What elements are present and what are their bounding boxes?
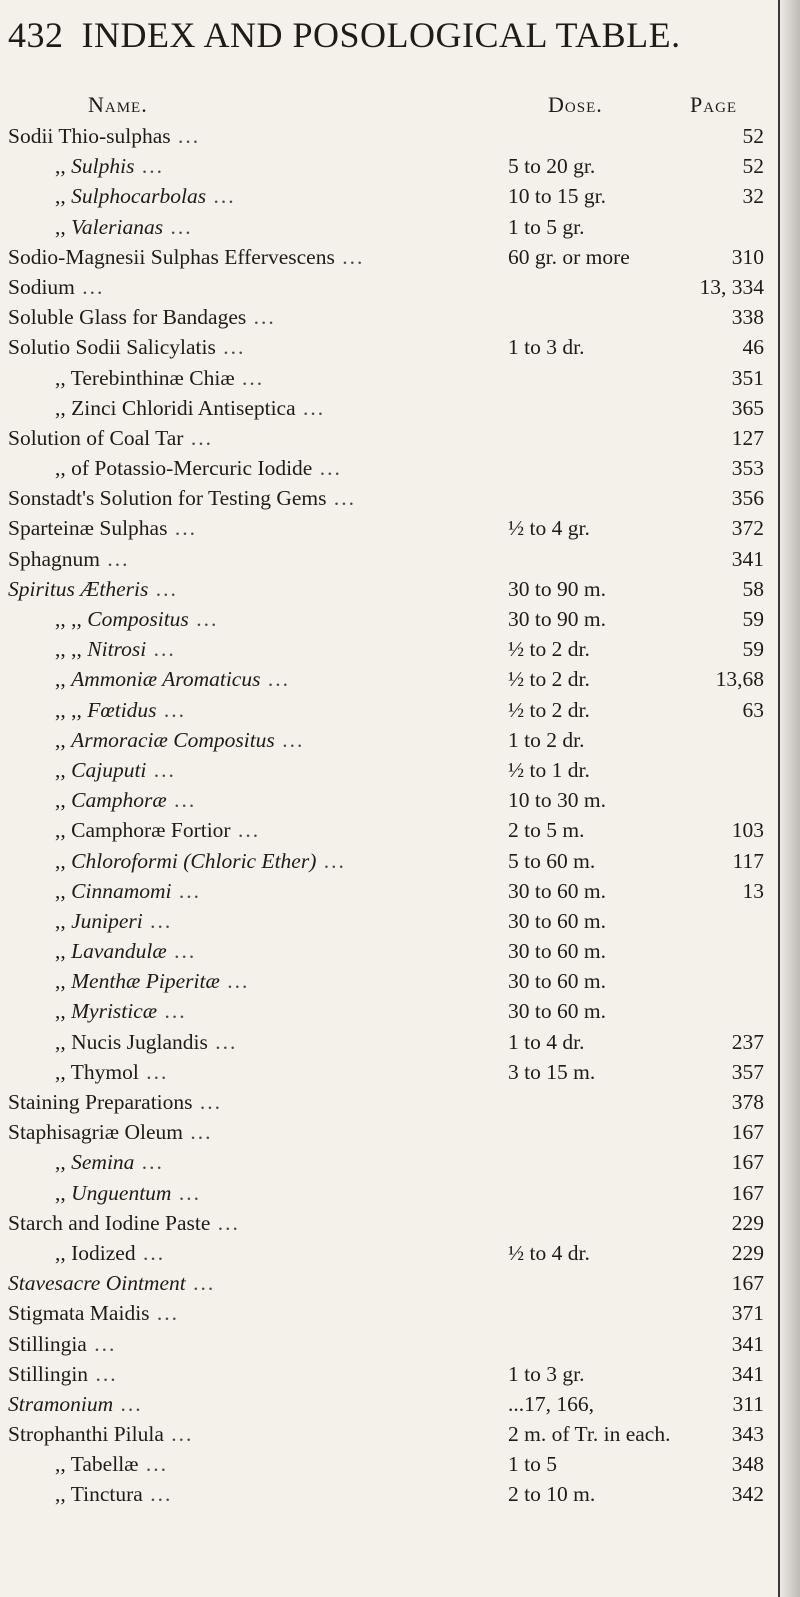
index-row xyxy=(0,154,780,184)
ditto-mark: ,, ,, xyxy=(55,607,88,631)
entry-dose: ½ to 4 dr. xyxy=(508,1240,590,1265)
entry-name xyxy=(8,275,104,300)
entry-page: 229 xyxy=(731,1240,764,1265)
ditto-mark: ,, xyxy=(55,1150,72,1175)
entry-page: 341 xyxy=(731,1361,764,1386)
entry-name xyxy=(55,1482,172,1507)
entry-label: Ammoniæ Aromaticus xyxy=(71,667,261,692)
entry-name xyxy=(8,516,197,541)
dot-leader: ... xyxy=(210,1210,240,1235)
index-row xyxy=(0,999,780,1029)
entry-name xyxy=(55,728,304,753)
entry-label: Stillingin xyxy=(8,1361,89,1386)
entry-label: Sulphocarbolas xyxy=(71,184,207,209)
entry-page: 167 xyxy=(731,1271,764,1296)
entry-page: 351 xyxy=(731,365,764,390)
entry-page: 13, 334 xyxy=(699,274,764,299)
entry-label: Sodio-Magnesii Sulphas Effervescens xyxy=(8,244,335,269)
entry-name xyxy=(8,426,213,451)
dot-leader: ... xyxy=(134,154,164,179)
ditto-mark: ,, xyxy=(55,878,72,903)
entry-page: 357 xyxy=(731,1059,764,1084)
index-row xyxy=(0,1452,780,1482)
index-row xyxy=(0,1150,780,1180)
entry-label: Lavandulæ xyxy=(71,939,167,964)
dot-leader: ... xyxy=(163,214,193,239)
entry-page: 13 xyxy=(742,878,764,903)
entry-label: Sonstadt's Solution for Testing Gems xyxy=(8,486,327,511)
entry-label: Strophanthi Pilula xyxy=(8,1422,164,1447)
entry-dose: ½ to 2 dr. xyxy=(508,697,590,722)
dot-leader: ... xyxy=(86,1331,117,1356)
entry-page: 343 xyxy=(731,1422,764,1447)
index-row xyxy=(0,1060,780,1090)
dot-leader: ... xyxy=(142,908,173,933)
dot-leader: ... xyxy=(157,999,187,1024)
dot-leader: ... xyxy=(260,667,290,692)
entry-page: 52 xyxy=(742,124,764,148)
running-header xyxy=(8,14,681,56)
entry-page: 341 xyxy=(731,546,764,571)
ditto-mark: ,, xyxy=(55,818,72,843)
ditto-mark: ,, xyxy=(55,788,72,813)
dot-leader: ... xyxy=(192,1090,223,1114)
index-row xyxy=(0,969,780,999)
dot-leader: ... xyxy=(88,1361,118,1386)
entry-name xyxy=(55,698,186,723)
entry-dose: 10 to 15 gr. xyxy=(508,184,606,209)
dot-leader: ... xyxy=(274,727,305,752)
entry-name xyxy=(55,637,176,662)
entry-page: 167 xyxy=(731,1180,764,1205)
index-row xyxy=(0,637,780,667)
entry-label: Staining Preparations xyxy=(8,1090,193,1114)
entry-label: Stillingia xyxy=(8,1331,87,1356)
entry-label: Sphagnum xyxy=(8,546,100,571)
entry-label: Juniperi xyxy=(71,908,143,933)
entry-page: 103 xyxy=(731,818,764,843)
index-row xyxy=(0,758,780,788)
entry-name xyxy=(55,1241,165,1266)
name-column-heading: Name. xyxy=(88,92,148,117)
entry-dose: 60 gr. or more xyxy=(508,244,630,269)
dot-leader: ... xyxy=(146,637,176,662)
entry-label: Fœtidus xyxy=(87,697,157,722)
ditto-mark: ,, xyxy=(55,1452,71,1477)
dose-column-heading: Dose. xyxy=(548,92,603,117)
entry-dose: 30 to 60 m. xyxy=(508,878,606,903)
page-column-heading: Page xyxy=(690,92,738,117)
entry-label: of Potassio-Mercuric Iodide xyxy=(71,456,313,481)
entry-name xyxy=(8,305,276,330)
entry-name xyxy=(8,1332,116,1357)
entry-name xyxy=(8,124,200,149)
dot-leader: ... xyxy=(182,1120,213,1145)
ditto-mark: ,, xyxy=(55,1180,72,1205)
entry-label: Myristicæ xyxy=(71,999,158,1024)
entry-name xyxy=(55,1060,168,1085)
column-headings xyxy=(0,92,780,122)
index-row xyxy=(0,1362,780,1392)
dot-leader: ... xyxy=(171,878,201,903)
entry-label: Solution of Coal Tar xyxy=(8,425,184,450)
entry-name xyxy=(55,788,196,813)
entry-page: 46 xyxy=(742,335,764,360)
entry-name xyxy=(55,969,249,994)
index-row xyxy=(0,124,780,154)
entry-label: Camphoræ xyxy=(71,788,167,813)
entry-label: Compositus xyxy=(87,607,189,631)
ditto-mark: ,, xyxy=(55,154,72,179)
entry-dose: 1 to 4 dr. xyxy=(508,1029,585,1054)
entry-dose: 1 to 5 xyxy=(508,1452,557,1477)
entry-name xyxy=(8,245,364,270)
index-row xyxy=(0,486,780,516)
index-row xyxy=(0,1271,780,1301)
entry-dose: 1 to 3 gr. xyxy=(508,1361,585,1386)
dot-leader: ... xyxy=(295,395,326,420)
entry-dose: ½ to 2 dr. xyxy=(508,637,590,662)
entry-name xyxy=(8,1301,179,1326)
entry-name xyxy=(55,456,342,481)
entry-dose: 30 to 60 m. xyxy=(508,969,606,994)
index-row xyxy=(0,1120,780,1150)
entry-dose: 30 to 60 m. xyxy=(508,908,606,933)
page-edge xyxy=(778,0,800,1597)
entry-dose: ½ to 4 gr. xyxy=(508,516,590,541)
entry-name xyxy=(55,154,164,179)
entry-name xyxy=(8,1392,143,1417)
index-row xyxy=(0,396,780,426)
dot-leader: ... xyxy=(166,788,197,813)
entry-dose: 2 to 5 m. xyxy=(508,818,585,843)
dot-leader: ... xyxy=(99,546,130,571)
index-row xyxy=(0,1332,780,1362)
entry-label: Soluble Glass for Bandages xyxy=(8,305,247,330)
index-table xyxy=(0,124,780,1513)
dot-leader: ... xyxy=(138,1452,169,1477)
index-row xyxy=(0,366,780,396)
index-row xyxy=(0,547,780,577)
index-row xyxy=(0,335,780,365)
index-row xyxy=(0,456,780,486)
index-row xyxy=(0,1181,780,1211)
entry-page: 167 xyxy=(731,1150,764,1175)
ditto-mark: ,, xyxy=(55,757,72,782)
entry-dose: 30 to 60 m. xyxy=(508,939,606,964)
dot-leader: ... xyxy=(138,1059,169,1084)
entry-page: 371 xyxy=(731,1301,764,1326)
entry-dose: ...17, 166, xyxy=(508,1391,594,1416)
ditto-mark: ,, xyxy=(55,1482,71,1507)
entry-page: 356 xyxy=(731,486,764,511)
entry-name xyxy=(55,1452,168,1477)
index-row xyxy=(0,909,780,939)
ditto-mark: ,, xyxy=(55,214,72,239)
entry-label: Thymol xyxy=(70,1059,139,1084)
entry-label: Stramonium xyxy=(8,1391,114,1416)
entry-page: 311 xyxy=(732,1391,764,1416)
entry-dose: 1 to 3 dr. xyxy=(508,335,585,360)
entry-page: 378 xyxy=(731,1090,764,1114)
entry-label: Camphoræ Fortior xyxy=(71,818,231,843)
entry-label: Valerianas xyxy=(71,214,164,239)
entry-dose: 3 to 15 m. xyxy=(508,1059,596,1084)
entry-page: 127 xyxy=(731,425,764,450)
dot-leader: ... xyxy=(207,1029,238,1054)
page-number: 432 xyxy=(8,15,64,55)
dot-leader: ... xyxy=(215,335,246,360)
index-row xyxy=(0,818,780,848)
index-row xyxy=(0,1241,780,1271)
entry-label: Zinci Chloridi Antiseptica xyxy=(71,395,296,420)
entry-page: 117 xyxy=(732,848,764,873)
entry-dose: 1 to 5 gr. xyxy=(508,214,585,239)
entry-label: Sodium xyxy=(8,274,75,299)
entry-label: Staphisagriæ Oleum xyxy=(8,1120,183,1145)
entry-name xyxy=(8,1422,193,1447)
dot-leader: ... xyxy=(113,1391,143,1416)
index-row xyxy=(0,516,780,546)
entry-name xyxy=(55,366,264,391)
entry-dose: 30 to 90 m. xyxy=(508,607,606,631)
entry-label: Iodized xyxy=(71,1240,136,1265)
entry-label: Chloroformi (Chloric Ether) xyxy=(71,848,317,873)
entry-name xyxy=(55,667,290,692)
ditto-mark: ,, xyxy=(55,1059,71,1084)
index-row xyxy=(0,215,780,245)
entry-label: Nitrosi xyxy=(87,637,147,662)
entry-page: 13,68 xyxy=(715,667,764,692)
entry-label: Sodii Thio-sulphas xyxy=(8,124,171,148)
index-row xyxy=(0,245,780,275)
index-row xyxy=(0,788,780,818)
entry-label: Solutio Sodii Salicylatis xyxy=(8,335,216,360)
entry-name xyxy=(8,547,129,572)
entry-dose: 30 to 60 m. xyxy=(508,999,606,1024)
entry-name xyxy=(55,184,236,209)
dot-leader: ... xyxy=(135,1240,166,1265)
entry-dose: 2 m. of Tr. in each. xyxy=(508,1422,671,1447)
entry-label: Nucis Juglandis xyxy=(71,1029,208,1054)
index-row xyxy=(0,1422,780,1452)
entry-name xyxy=(8,1271,215,1296)
entry-dose: 5 to 20 gr. xyxy=(508,154,596,179)
entry-page: 58 xyxy=(742,576,764,601)
entry-label: Sulphis xyxy=(71,154,135,179)
entry-name xyxy=(55,909,172,934)
dot-leader: ... xyxy=(134,1150,164,1175)
entry-page: 32 xyxy=(742,184,764,209)
dot-leader: ... xyxy=(171,1180,201,1205)
entry-label: Menthæ Piperitæ xyxy=(71,969,220,994)
entry-name xyxy=(55,999,187,1024)
index-row xyxy=(0,1392,780,1422)
ditto-mark: ,, xyxy=(55,999,72,1024)
dot-leader: ... xyxy=(234,365,265,390)
dot-leader: ... xyxy=(163,1422,194,1447)
entry-name xyxy=(8,1120,212,1145)
entry-name xyxy=(8,335,245,360)
dot-leader: ... xyxy=(166,939,197,964)
index-row xyxy=(0,1482,780,1512)
ditto-mark: ,, xyxy=(55,184,72,209)
index-row xyxy=(0,1211,780,1241)
index-row xyxy=(0,426,780,456)
entry-name xyxy=(55,1030,237,1055)
index-row xyxy=(0,607,780,637)
entry-label: Spiritus Ætheris xyxy=(8,576,149,601)
ditto-mark: ,, xyxy=(55,456,72,481)
entry-page: 341 xyxy=(731,1331,764,1356)
entry-page: 237 xyxy=(731,1029,764,1054)
index-row xyxy=(0,667,780,697)
entry-page: 59 xyxy=(742,607,764,631)
ditto-mark: ,, xyxy=(55,395,72,420)
index-row xyxy=(0,849,780,879)
index-row xyxy=(0,1090,780,1120)
entry-label: Stavesacre Ointment xyxy=(8,1271,186,1296)
index-row xyxy=(0,184,780,214)
entry-label: Armoraciæ Compositus xyxy=(71,727,275,752)
dot-leader: ... xyxy=(188,607,219,631)
entry-label: Tinctura xyxy=(70,1482,143,1507)
ditto-mark: ,, xyxy=(55,1240,72,1265)
entry-name xyxy=(8,486,356,511)
entry-name xyxy=(55,758,176,783)
entry-page: 353 xyxy=(731,456,764,481)
entry-name xyxy=(55,939,196,964)
entry-name xyxy=(55,879,201,904)
entry-dose: 5 to 60 m. xyxy=(508,848,596,873)
dot-leader: ... xyxy=(148,576,178,601)
entry-name xyxy=(55,818,260,843)
entry-page: 372 xyxy=(731,516,764,541)
dot-leader: ... xyxy=(185,1271,216,1296)
entry-page: 338 xyxy=(731,305,764,330)
entry-page: 229 xyxy=(731,1210,764,1235)
entry-dose: ½ to 1 dr. xyxy=(508,757,590,782)
entry-name xyxy=(8,1090,222,1115)
ditto-mark: ,, xyxy=(55,848,72,873)
entry-label: Starch and Iodine Paste xyxy=(8,1210,211,1235)
dot-leader: ... xyxy=(170,124,201,148)
index-row xyxy=(0,1030,780,1060)
entry-label: Cajuputi xyxy=(71,757,147,782)
entry-name xyxy=(55,849,346,874)
page-heading: INDEX AND POSOLOGICAL TABLE. xyxy=(81,15,681,55)
entry-page: 365 xyxy=(731,395,764,420)
index-row xyxy=(0,1301,780,1331)
entry-label: Cinnamomi xyxy=(71,878,172,903)
dot-leader: ... xyxy=(149,1301,180,1326)
entry-page: 167 xyxy=(731,1120,764,1145)
dot-leader: ... xyxy=(206,184,236,209)
entry-name xyxy=(8,1362,118,1387)
dot-leader: ... xyxy=(246,305,276,330)
entry-label: Tabellæ xyxy=(70,1452,139,1477)
entry-name xyxy=(8,577,178,602)
entry-name xyxy=(55,396,325,421)
entry-page: 342 xyxy=(731,1482,764,1507)
dot-leader: ... xyxy=(167,516,197,541)
dot-leader: ... xyxy=(142,1482,173,1507)
entry-page: 310 xyxy=(731,244,764,269)
entry-name xyxy=(55,1150,164,1175)
dot-leader: ... xyxy=(326,486,357,511)
dot-leader: ... xyxy=(156,697,187,722)
dot-leader: ... xyxy=(74,274,105,299)
entry-page: 348 xyxy=(731,1452,764,1477)
index-row xyxy=(0,879,780,909)
entry-label: Unguentum xyxy=(71,1180,172,1205)
ditto-mark: ,, xyxy=(55,365,71,390)
ditto-mark: ,, xyxy=(55,727,72,752)
entry-dose: ½ to 2 dr. xyxy=(508,667,590,692)
index-row xyxy=(0,728,780,758)
ditto-mark: ,, xyxy=(55,969,72,994)
entry-label: Terebinthinæ Chiæ xyxy=(70,365,235,390)
entry-page: 52 xyxy=(742,154,764,179)
entry-label: Stigmata Maidis xyxy=(8,1301,150,1326)
dot-leader: ... xyxy=(312,456,342,481)
index-row xyxy=(0,939,780,969)
dot-leader: ... xyxy=(146,757,176,782)
entry-name xyxy=(55,607,218,632)
dot-leader: ... xyxy=(219,969,250,994)
dot-leader: ... xyxy=(334,244,365,269)
index-row xyxy=(0,577,780,607)
entry-dose: 10 to 30 m. xyxy=(508,788,606,813)
ditto-mark: ,, xyxy=(55,908,72,933)
entry-label: Sparteinæ Sulphas xyxy=(8,516,168,541)
dot-leader: ... xyxy=(316,848,346,873)
entry-dose: 2 to 10 m. xyxy=(508,1482,596,1507)
ditto-mark: ,, xyxy=(55,1029,72,1054)
entry-name xyxy=(55,1181,201,1206)
entry-page: 59 xyxy=(742,637,764,662)
ditto-mark: ,, ,, xyxy=(55,637,88,662)
entry-dose: 1 to 2 dr. xyxy=(508,727,585,752)
ditto-mark: ,, xyxy=(55,667,72,692)
ditto-mark: ,, xyxy=(55,939,72,964)
dot-leader: ... xyxy=(230,818,261,843)
ditto-mark: ,, ,, xyxy=(55,697,88,722)
index-row xyxy=(0,275,780,305)
entry-name xyxy=(55,215,193,240)
index-row xyxy=(0,305,780,335)
dot-leader: ... xyxy=(183,425,213,450)
index-row xyxy=(0,698,780,728)
entry-label: Semina xyxy=(71,1150,135,1175)
entry-dose: 30 to 90 m. xyxy=(508,576,606,601)
entry-page: 63 xyxy=(742,697,764,722)
entry-name xyxy=(8,1211,240,1236)
